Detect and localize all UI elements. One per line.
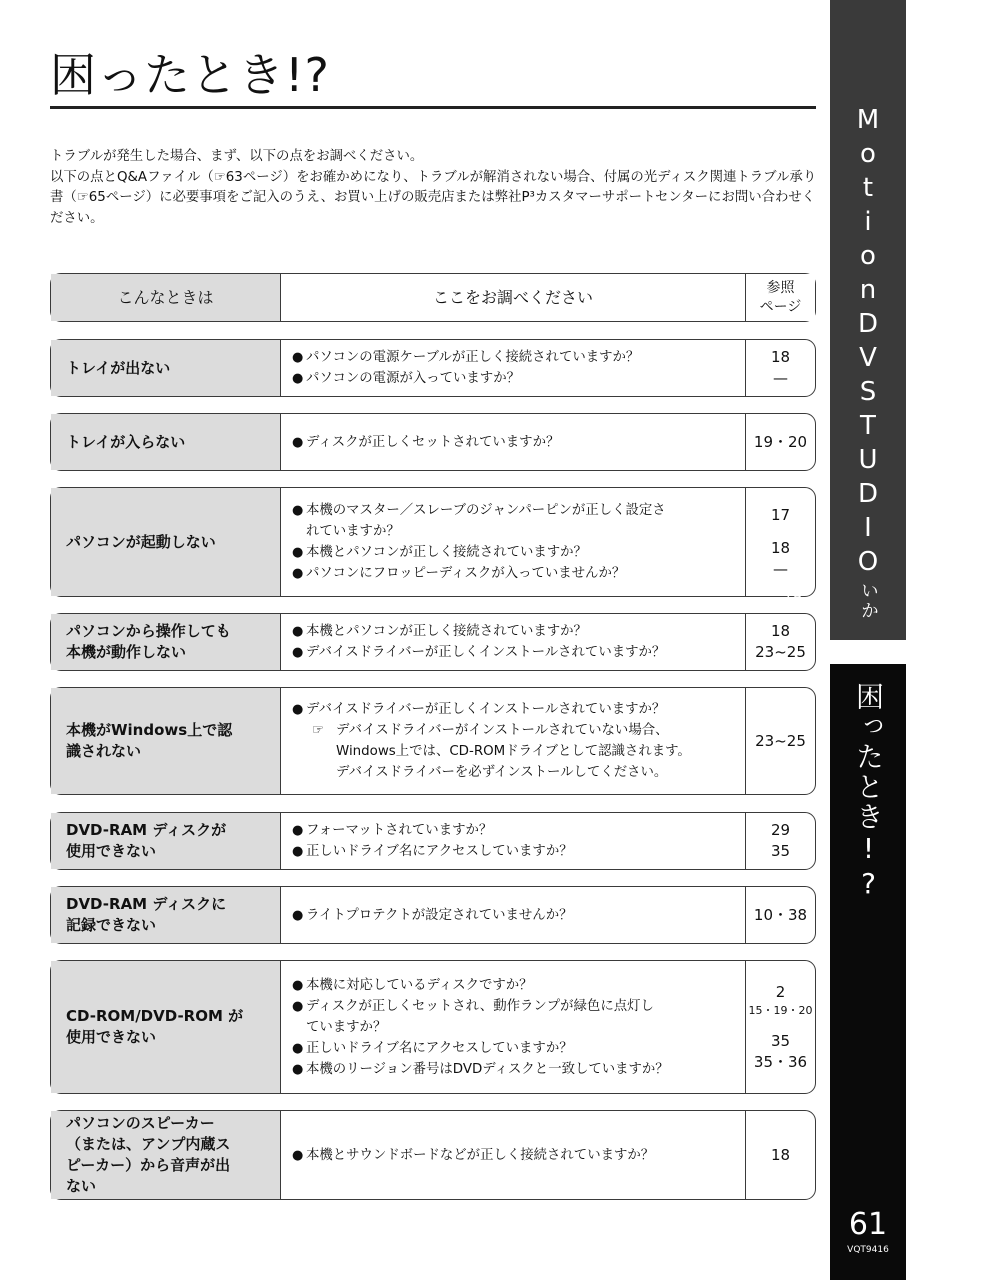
table-row [50, 487, 816, 597]
page-cell: 10・38 [745, 887, 815, 943]
problem-cell: パソコンのスピーカー （または、アンプ内蔵ス ピーカー）から音声が出 ない [51, 1111, 281, 1199]
note: ☞ デバイスドライバーがインストールされていない場合、 [292, 720, 744, 741]
table-row [50, 960, 816, 1094]
intro-paragraph: 以下の点とQ&Aファイル（☞63ページ）をお確かめになり、トラブルが解消されない場合、付属の光ディスク関連トラブル承り書（☞65ページ）に必要事項をご記入のうえ、お買い上げの販売店または弊社P³カスタマーサポートセンターにお問い合わせください。 [50, 169, 817, 226]
table-row [50, 413, 816, 471]
problem-cell: CD-ROM/DVD-ROM が 使用できない [51, 961, 281, 1093]
page-cell: 19・20 [745, 414, 815, 470]
page-cell: 18 23~25 [745, 614, 815, 670]
check-cell: ● フォーマットされていますか？ ● 正しいドライブ名にアクセスしていますか？ [292, 823, 573, 859]
check-cell: ● ディスクが正しくセットされていますか？ [292, 434, 560, 450]
page-cell: 23~25 [745, 688, 815, 794]
check-cell: ● デバイスドライバーが正しくインストールされていますか？ ☞ デバイスドライバーがインストールされていない場合、 Windows上では、CD-ROMドライブとして認識されます。 デバイスドライバーを必ずインストールしてください。 [282, 688, 744, 794]
problem-cell: DVD-RAM ディスクに 記録できない [51, 887, 281, 943]
table-row [50, 687, 816, 795]
problem-cell: トレイが入らない [51, 414, 281, 470]
table-row [50, 613, 816, 671]
page-cell: 18 — [745, 340, 815, 396]
page-number: 61 [848, 1207, 888, 1242]
header-page: 参照 ページ [745, 274, 815, 321]
table-row [50, 339, 816, 397]
page-ref-63: ☞63ページ [213, 169, 283, 185]
table-row [50, 1110, 816, 1200]
page-cell: 18 [745, 1111, 815, 1199]
table-row [50, 812, 816, 870]
intro-line-1: トラブルが発生した場合、まず、以下の点をお調べください。 [50, 149, 424, 164]
section-tab-current-label: 困ったとき!? [852, 682, 885, 902]
table-row [50, 886, 816, 944]
page-cell: 17 18 — [745, 488, 815, 596]
check-cell: ● 本機とパソコンが正しく接続されていますか？ ● デバイスドライバーが正しくインストールされていますか？ [292, 624, 666, 660]
header-check: ここをお調べください [432, 288, 593, 307]
check-cell: ● 本機に対応しているディスクですか？ ● ディスクが正しくセットされ、動作ランプが緑色に点灯し ていますか？ ● 正しいドライブ名にアクセスしていますか？ ● 本機のリージョン番号はDVDディスクと一致していますか？ [292, 977, 669, 1077]
page-ref-65: ☞65ページ [76, 190, 146, 205]
title-rule [50, 106, 816, 109]
intro-text [50, 147, 818, 229]
check-cell: ● 本機とサウンドボードなどが正しく接続されていますか？ [292, 1147, 655, 1163]
check-cell: ● パソコンの電源ケーブルが正しく接続されていますか？ ● パソコンの電源が入っていますか？ [292, 350, 640, 386]
check-cell: ● ライトプロテクトが設定されていませんか？ [292, 907, 573, 923]
section-tab-label: MotionDVSTUDIO [853, 105, 883, 581]
section-tab-troubleshooting [830, 664, 906, 1280]
pointing-hand-icon: ☞ [312, 723, 325, 738]
check-cell: ● 本機のマスター／スレーブのジャンパーピンが正しく設定さ れていますか？ ● 本機とパソコンが正しく接続されていますか？ ● パソコンにフロッピーディスクが入っていませんか？ [292, 503, 666, 581]
page-title: 困ったとき!? [50, 48, 330, 102]
problem-cell: パソコンから操作しても 本機が動作しない [51, 614, 281, 670]
page-cell: 29 35 [745, 813, 815, 869]
document-code: VQT9416 [847, 1245, 889, 1255]
section-tab-motiondv [782, 0, 955, 640]
page-cell: 2 15・19・20 35 35・36 [745, 961, 815, 1093]
problem-cell: トレイが出ない [51, 340, 281, 396]
header-problem: こんなときは [51, 274, 281, 321]
problem-cell: 本機がWindows上で認 識されない [51, 688, 281, 794]
problem-cell: DVD-RAM ディスクが 使用できない [51, 813, 281, 869]
problem-cell: パソコンが起動しない [51, 488, 281, 596]
section-tab-suffix: の使いかた [782, 581, 955, 621]
table-header-row [50, 273, 816, 322]
